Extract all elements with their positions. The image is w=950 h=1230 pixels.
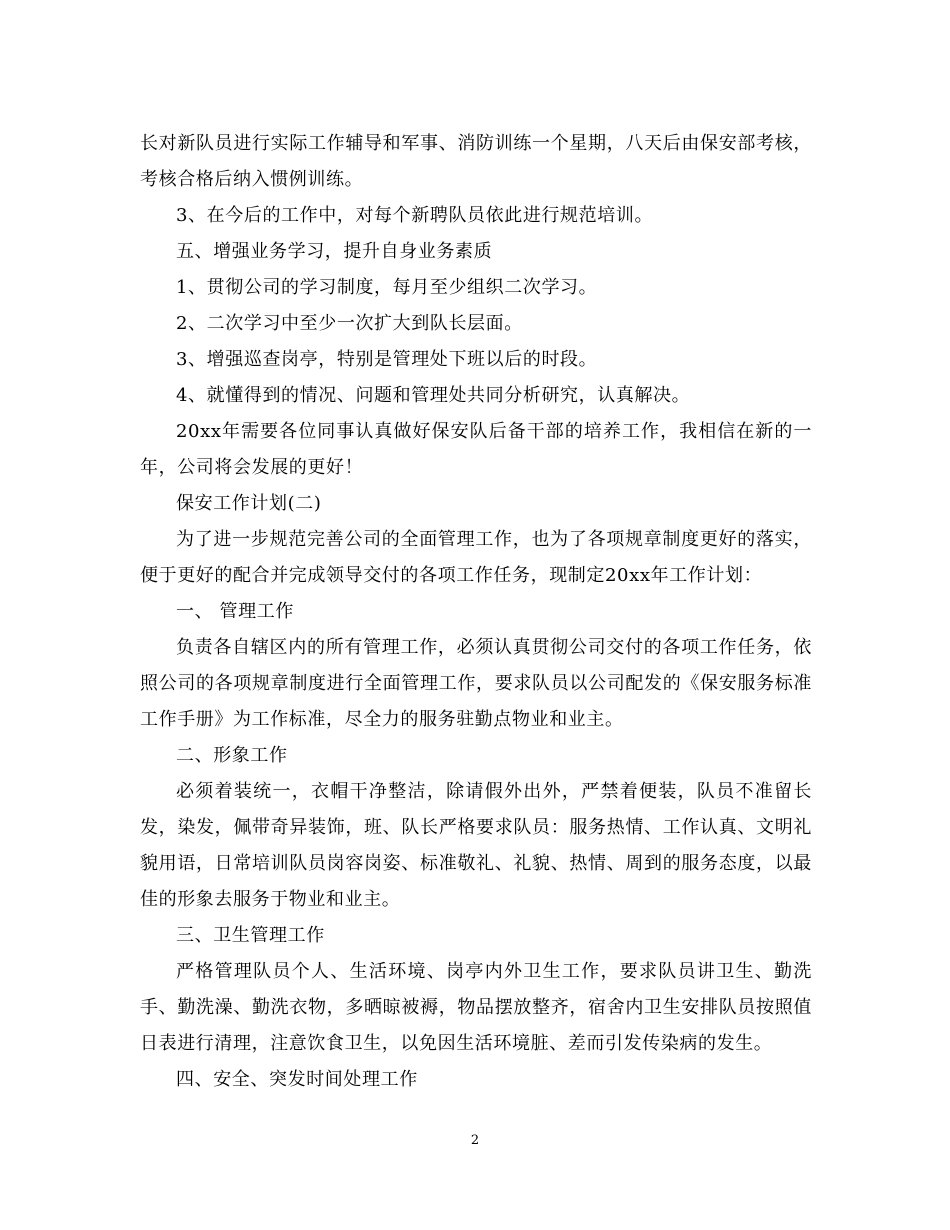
paragraph: 1、贯彻公司的学习制度，每月至少组织二次学习。 bbox=[176, 277, 598, 298]
paragraph: 4、就懂得到的情况、问题和管理处共同分析研究，认真解决。 bbox=[176, 385, 691, 406]
paragraph: 五、增强业务学习，提升自身业务素质 bbox=[176, 241, 493, 262]
paragraph: 负责各自辖区内的所有管理工作，必须认真贯彻公司交付的各项工作任务，依照公司的各项规章制度进行全面管理工作，要求队员以公司配发的《保安服务标准工作手册》为工作标准，尽全力的服务驻勤点物业和业主。 bbox=[140, 637, 812, 730]
paragraph: 保安工作计划(二) bbox=[176, 493, 322, 514]
paragraph: 为了进一步规范完善公司的全面管理工作，也为了各项规章制度更好的落实，便于更好的配合并完成领导交付的各项工作任务，现制定20xx年工作计划： bbox=[140, 529, 812, 586]
paragraph: 必须着装统一，衣帽干净整洁，除请假外出外，严禁着便装，队员不准留长发，染发，佩带奇异装饰，班、队长严格要求队员：服务热情、工作认真、文明礼貌用语，日常培训队员岗容岗姿、标准敬礼、礼貌、热情、周到的服务态度，以最佳的形象去服务于物业和业主。 bbox=[140, 781, 812, 910]
paragraph: 2、二次学习中至少一次扩大到队长层面。 bbox=[176, 313, 523, 334]
paragraph: 3、增强巡查岗亭，特别是管理处下班以后的时段。 bbox=[176, 349, 598, 370]
paragraph: 严格管理队员个人、生活环境、岗亭内外卫生工作，要求队员讲卫生、勤洗手、勤洗澡、勤洗衣物，多晒晾被褥，物品摆放整齐，宿舍内卫生安排队员按照值日表进行清理，注意饮食卫生，以免因生活环境脏、差而引发传染病的发生。 bbox=[140, 961, 812, 1054]
paragraph: 三、卫生管理工作 bbox=[176, 925, 325, 946]
page-number: 2 bbox=[470, 1133, 480, 1148]
paragraph: 20xx年需要各位同事认真做好保安队后备干部的培养工作，我相信在新的一年，公司将会发展的更好！ bbox=[140, 421, 812, 478]
paragraph: 四、安全、突发时间处理工作 bbox=[176, 1069, 418, 1090]
paragraph: 一、 管理工作 bbox=[176, 601, 294, 622]
document-body bbox=[140, 126, 812, 1098]
paragraph: 长对新队员进行实际工作辅导和军事、消防训练一个星期，八天后由保安部考核，考核合格后纳入惯例训练。 bbox=[140, 133, 812, 190]
paragraph: 二、形象工作 bbox=[176, 745, 288, 766]
paragraph: 3、在今后的工作中，对每个新聘队员依此进行规范培训。 bbox=[176, 205, 654, 226]
